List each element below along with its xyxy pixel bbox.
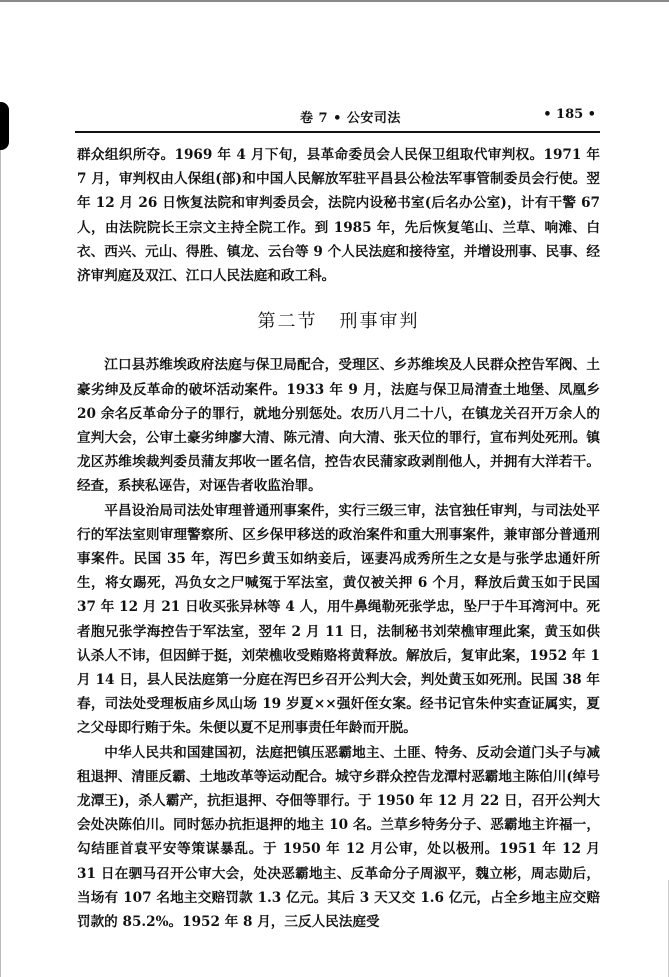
section-title: 刑事审判 bbox=[339, 311, 420, 333]
section-number: 第二节 bbox=[257, 311, 318, 333]
scan-edge-left bbox=[0, 150, 1, 977]
header-rule bbox=[75, 131, 600, 133]
section-heading bbox=[77, 310, 600, 334]
running-header-title: 卷 7 • 公安司法 bbox=[300, 111, 401, 126]
paragraph: 平昌设治局司法处审理普通刑事案件，实行三级三审，法官独任审判，与司法处平行的军法室则审理警察所、区乡保甲移送的政治案件和重大刑事案件，兼审部分普通刑事案件。民国 35 年，泻巴乡黄玉如纳妾后，诬妻冯成秀所生之女是与张学忠通奸所生，将女踢死，冯负女之尸喊冤于军法室，黄仅被关押 6 个月，释放后黄玉如于民国 37 年 12 月 21 日收买张异林等 4 人，用牛鼻绳勒死张学忠，坠尸于牛耳湾河中。死者胞兄张学海控告于军法室，翌年 2 月 11 日，法制秘书刘荣樵审理此案，黄玉如供认杀人不讳，但因鲜于挺，刘荣樵收受贿赂将黄释放。解放后，复审此案，1952 年 1 月 14 日，县人民法庭第一分庭在泻巴乡召开公判大会，判处黄玉如死刑。民国 38 年春，司法处受理板庙乡凤山场 19 岁夏××强奸侄女案。经书记官朱仲实查证属实，夏之父母即行贿于朱。朱便以夏不足刑事责任年龄而开脱。 bbox=[77, 502, 600, 737]
page-number: • 185 • bbox=[543, 107, 596, 122]
running-header bbox=[75, 107, 600, 127]
page-body bbox=[77, 143, 600, 934]
binding-mark bbox=[0, 102, 9, 150]
paragraph: 中华人民共和国建国初，法庭把镇压恶霸地主、土匪、特务、反动会道门头子与减租退押、清匪反霸、土地改革等运动配合。城守乡群众控告龙潭村恶霸地主陈伯川(绰号龙潭王)，杀人霸产，抗拒退押、夺佃等罪行。于 1950 年 12 月 22 日，召开公判大会处决陈伯川。同时惩办抗拒退押的地主 10 名。兰草乡特务分子、恶霸地主许福一，勾结匪首袁平安等策谋暴乱。于 1950 年 12 月公审，处以极刑。1951 年 12 月 31 日在驷马召开公审大会，处决恶霸地主、反革命分子周淑平，魏立彬，周志勋后，当场有 107 名地主交赔罚款 1.3 亿元。其后 3 天又交 1.6 亿元，占全乡地主应交赔罚款的 85.2%。1952 年 8 月，三反人民法庭受 bbox=[77, 744, 600, 931]
scan-edge-top bbox=[0, 0, 669, 2]
paragraph: 江口县苏维埃政府法庭与保卫局配合，受理区、乡苏维埃及人民群众控告军阀、土豪劣绅及反革命的破坏活动案件。1933 年 9 月，法庭与保卫局清查土地堡、凤凰乡 20 余名反革命分子的罪行，就地分别惩处。农历八月二十八，在镇龙关召开万余人的宣判大会，公审土豪劣绅廖大清、陈元清、向大清、张天位的罪行，宣布判处死刑。镇龙区苏维埃裁判委员蒲友邦收一匿名信，控告农民蒲家政剥削他人，并拥有大洋若干。经查，系挟私诬告，对诬告者收监治罪。 bbox=[77, 357, 600, 495]
paragraph: 群众组织所夺。1969 年 4 月下旬，县革命委员会人民保卫组取代审判权。1971 年 7 月，审判权由人保组(部)和中国人民解放军驻平昌县公检法军事管制委员会行使。翌年 12 月 26 日恢复法院和审判委员会，法院内设秘书室(后名办公室)，计有干警 67人，由法院院长王宗文主持全院工作。到 1985 年，先后恢复笔山、兰草、响滩、白衣、西兴、元山、得胜、镇龙、云台等 9 个人民法庭和接待室，并增设刑事、民事、经济审判庭及双江、江口人民法庭和政工科。 bbox=[77, 147, 600, 285]
